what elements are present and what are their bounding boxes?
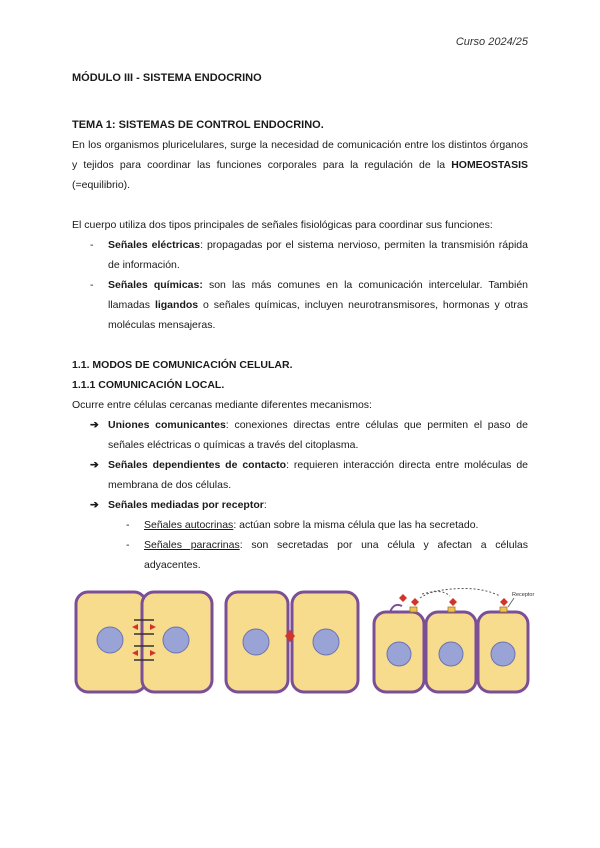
homeostasis-term: HOMEOSTASIS — [451, 159, 528, 171]
ligandos-term: ligandos — [154, 299, 199, 311]
arrow-icon: ➔ — [90, 419, 99, 431]
ligand-markers — [399, 594, 508, 606]
dash-bullet: - — [126, 539, 130, 551]
paracrine-arrow-2 — [422, 588, 500, 596]
dash-bullet: - — [90, 279, 94, 291]
nucleus — [97, 627, 123, 653]
mechanism-term: Señales dependientes de contacto — [108, 459, 287, 471]
signal-text: o señales químicas, incluyen neurotransmisores, hormonas y otras moléculas mensajeras. — [108, 299, 528, 331]
list-item — [72, 535, 528, 575]
receptor-mediated-panel — [374, 588, 534, 692]
section-intro: Ocurre entre células cercanas mediante diferentes mecanismos: — [72, 399, 372, 411]
mechanism-text: : conexiones directas entre células que permiten el paso de señales eléctricas o químicas a través del citoplasma. — [108, 419, 528, 451]
list-item — [72, 455, 528, 495]
nucleus — [439, 642, 463, 666]
nucleus — [491, 642, 515, 666]
mechanism-term: Uniones comunicantes — [108, 419, 226, 431]
dash-bullet: - — [126, 519, 130, 531]
signals-list — [72, 235, 528, 335]
receptor-pointer — [508, 598, 514, 607]
list-item — [72, 235, 528, 275]
signal-text: : propagadas por el sistema nervioso, permiten la transmisión rápida de información. — [108, 239, 528, 271]
course-label: Curso 2024/25 — [455, 36, 528, 48]
receptor-label: Receptor — [512, 592, 535, 598]
signal-text: son las más comunes en la comunicación intercelular. También llamadas — [108, 279, 529, 311]
mechanism-text: : — [263, 499, 267, 511]
subsection-title: 1.1.1 COMUNICACIÓN LOCAL. — [72, 379, 225, 391]
intro-paragraph — [72, 135, 528, 195]
nucleus — [243, 629, 269, 655]
intro-text: En los organismos pluricelulares, surge la necesidad de comunicación entre los distintos órganos y tejidos para coordinar las funciones corporales para la regulación de la — [72, 139, 528, 171]
nucleus — [163, 627, 189, 653]
signal-term: Señales eléctricas — [108, 239, 201, 251]
paracrine-arrow-1 — [420, 591, 450, 598]
list-item — [72, 275, 528, 335]
arrow-icon: ➔ — [90, 459, 99, 471]
nucleus — [313, 629, 339, 655]
document-body — [72, 115, 528, 575]
signal-term: Señales químicas: — [108, 279, 203, 291]
dash-bullet: - — [90, 239, 94, 251]
cell-communication-diagram — [72, 588, 535, 700]
section-title: 1.1. MODOS DE COMUNICACIÓN CELULAR. — [72, 359, 293, 371]
nucleus — [387, 642, 411, 666]
contact-dependent-panel — [226, 592, 358, 692]
arrow-icon: ➔ — [90, 499, 99, 511]
signals-intro: El cuerpo utiliza dos tipos principales de señales fisiológicas para coordinar sus funciones: — [72, 219, 493, 231]
list-item — [72, 415, 528, 455]
gap-junction-panel — [76, 592, 212, 692]
intro-text-end: (=equilibrio). — [72, 179, 131, 191]
mechanism-term: Señales mediadas por receptor — [108, 499, 264, 511]
list-item — [72, 515, 528, 535]
subtype-term: Señales paracrinas — [144, 539, 240, 551]
module-title: MÓDULO III - SISTEMA ENDOCRINO — [72, 72, 262, 84]
mechanism-list — [72, 415, 528, 515]
mechanism-text: : requieren interacción directa entre moléculas de membrana de dos células. — [108, 459, 528, 491]
subtype-text: : actúan sobre la misma célula que las ha secretado. — [233, 519, 479, 531]
receptor-subtypes-list — [72, 515, 528, 575]
subtype-term: Señales autocrinas — [144, 519, 234, 531]
subtype-text: : son secretadas por una célula y afectan a células adyacentes. — [144, 539, 528, 571]
topic-title: TEMA 1: SISTEMAS DE CONTROL ENDOCRINO. — [72, 119, 324, 131]
list-item — [72, 495, 528, 515]
